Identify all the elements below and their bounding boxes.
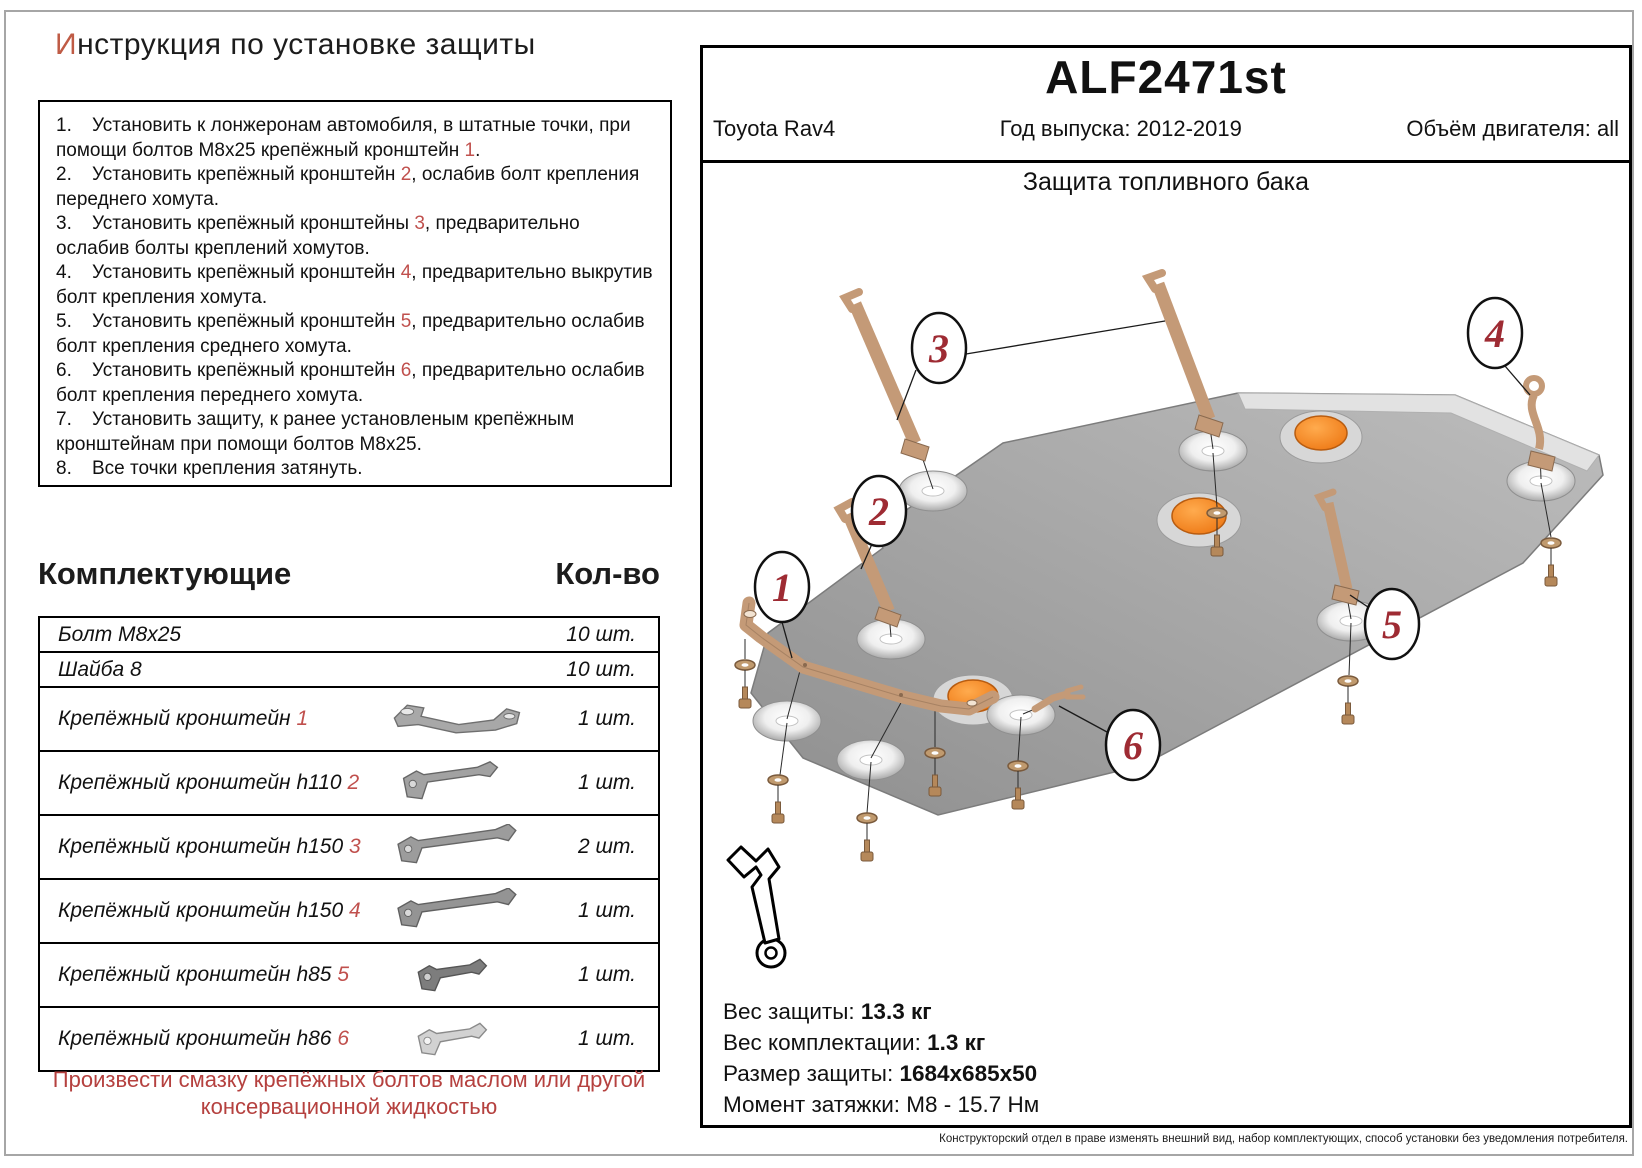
washer-hole (1345, 679, 1352, 683)
component-row (40, 816, 658, 880)
bolt-head (739, 699, 751, 708)
component-qty: 1 шт. (577, 771, 636, 794)
bolt-head (1545, 577, 1557, 586)
bracket-image (381, 824, 531, 870)
callout-number-6: 6 (1123, 723, 1143, 768)
washer-hole (1015, 764, 1022, 768)
spec-line: Момент затяжки: М8 - 15.7 Нм (723, 1092, 1040, 1117)
bracket-image (381, 952, 531, 998)
bolt-shaft (1016, 788, 1021, 801)
component-row (40, 653, 658, 688)
bolt-head (1012, 800, 1024, 809)
components-header (38, 556, 660, 592)
component-label: Болт М8х25 (58, 622, 182, 646)
specs-block (723, 996, 1039, 1120)
callout-leader (966, 321, 1165, 354)
components-table (38, 616, 660, 1072)
bolt-shaft (1215, 535, 1220, 548)
bracket-mid-icon (376, 760, 536, 806)
callout-number-4: 4 (1485, 311, 1505, 356)
component-qty: 10 шт. (566, 622, 636, 646)
washer-hole (1214, 511, 1221, 515)
instruction-step: 3. Установить крепёжный кронштейны 3, предварительно ослабив болты креплений хомутов. (56, 213, 580, 259)
disclaimer: Конструкторский отдел в праве изменять внешний вид, набор комплектующих, способ установки без уведомления потребителя. (939, 1133, 1628, 1145)
bracket-image (381, 696, 531, 742)
component-row (40, 944, 658, 1008)
spec-line: Размер защиты: 1684x685x50 (723, 1061, 1038, 1086)
component-qty: 1 шт. (577, 899, 636, 922)
bracket-3-left (845, 292, 929, 461)
component-label: Крепёжный кронштейн 1 (58, 707, 309, 730)
year-info: Год выпуска: 2012-2019 (999, 116, 1242, 141)
bolt-shaft (1346, 703, 1351, 716)
component-label: Шайба 8 (58, 657, 142, 681)
bolt-shaft (1549, 565, 1554, 578)
instruction-step: 1. Установить к лонжеронам автомобиля, в штатные точки, при помощи болтов М8х25 крепёжный кронштейн 1. (56, 115, 631, 161)
components-heading: Комплектующие (38, 556, 292, 591)
component-label: Крепёжный кронштейн h150 3 (58, 835, 361, 858)
component-row (40, 880, 658, 944)
washer-hole (1548, 541, 1555, 545)
washer-hole (742, 663, 749, 667)
page-title: Инструкция по установке защиты (55, 28, 536, 61)
component-qty: 2 шт. (577, 835, 636, 858)
bracket-small-dark-icon (376, 952, 536, 998)
callout-number-5: 5 (1382, 602, 1402, 647)
product-subtitle: Защита топливного бака (1022, 168, 1310, 196)
vehicle-name: Toyota Rav4 (713, 116, 836, 141)
bracket-long2-icon (376, 888, 536, 934)
washer-hole (932, 751, 939, 755)
bolt-shaft (933, 775, 938, 788)
component-label: Крепёжный кронштейн h110 2 (58, 771, 360, 794)
component-qty: 1 шт. (577, 963, 636, 986)
component-label: Крепёжный кронштейн h86 6 (58, 1027, 350, 1050)
instruction-step: 7. Установить защиту, к ранее установленым крепёжным кронштейнам при помощи болтов М8х25. (56, 409, 575, 455)
callout-number-2: 2 (869, 489, 889, 534)
product-code: ALF2471st (1045, 51, 1287, 103)
bolt-head (929, 787, 941, 796)
component-row (40, 752, 658, 816)
header-divider (703, 160, 1629, 163)
bracket-small-light-icon (376, 1016, 536, 1062)
bolt-head (772, 814, 784, 823)
component-qty: 1 шт. (577, 1027, 636, 1050)
bolt-shaft (776, 802, 781, 815)
bracket-image (381, 888, 531, 934)
instruction-step: 2. Установить крепёжный кронштейн 2, ослабив болт крепления переднего хомута. (56, 164, 640, 210)
product-panel (700, 45, 1632, 1128)
bolt-shaft (865, 840, 870, 853)
engine-info: Объём двигателя: all (1406, 116, 1619, 141)
component-row (40, 618, 658, 653)
callout-number-1: 1 (772, 565, 792, 610)
component-qty: 10 шт. (566, 657, 636, 681)
wrench-icon (728, 847, 785, 967)
bolt-shaft (743, 687, 748, 700)
component-label: Крепёжный кронштейн h150 4 (58, 899, 361, 922)
component-label: Крепёжный кронштейн h85 5 (58, 963, 350, 986)
washer-hole (864, 816, 871, 820)
instruction-step: 5. Установить крепёжный кронштейн 5, предварительно ослабив болт крепления среднего хомута. (56, 311, 645, 357)
component-row (40, 688, 658, 752)
instruction-step: 6. Установить крепёжный кронштейн 6, предварительно ослабив болт крепления переднего хомута. (56, 360, 645, 406)
callout-number-3: 3 (929, 326, 949, 371)
bracket-4 (1526, 378, 1555, 471)
instructions-box (38, 100, 672, 487)
bracket-long-icon (376, 824, 536, 870)
instruction-step: 4. Установить крепёжный кронштейн 4, предварительно выкрутив болт крепления хомута. (56, 262, 653, 308)
bolt-head (1211, 547, 1223, 556)
spec-line: Вес комплектации: 1.3 кг (723, 1030, 986, 1055)
component-qty: 1 шт. (577, 707, 636, 730)
product-info-row (713, 116, 1619, 142)
assembly-diagram (703, 198, 1629, 988)
qty-heading: Кол-во (555, 556, 660, 591)
title-accent-letter: И (55, 28, 78, 61)
component-row (40, 1008, 658, 1070)
bolt-head (861, 852, 873, 861)
spec-line: Вес защиты: 13.3 кг (723, 999, 932, 1024)
bolt-head (1342, 715, 1354, 724)
bracket-z-icon (376, 696, 536, 742)
instruction-step: 8. Все точки крепления затянуть. (56, 458, 363, 479)
rubber-pad (1295, 416, 1347, 450)
bracket-image (381, 760, 531, 806)
washer-hole (775, 778, 782, 782)
bracket-image (381, 1016, 531, 1062)
lubrication-note: Произвести смазку крепёжных болтов маслом или другой консервационной жидкостью (52, 1067, 646, 1119)
